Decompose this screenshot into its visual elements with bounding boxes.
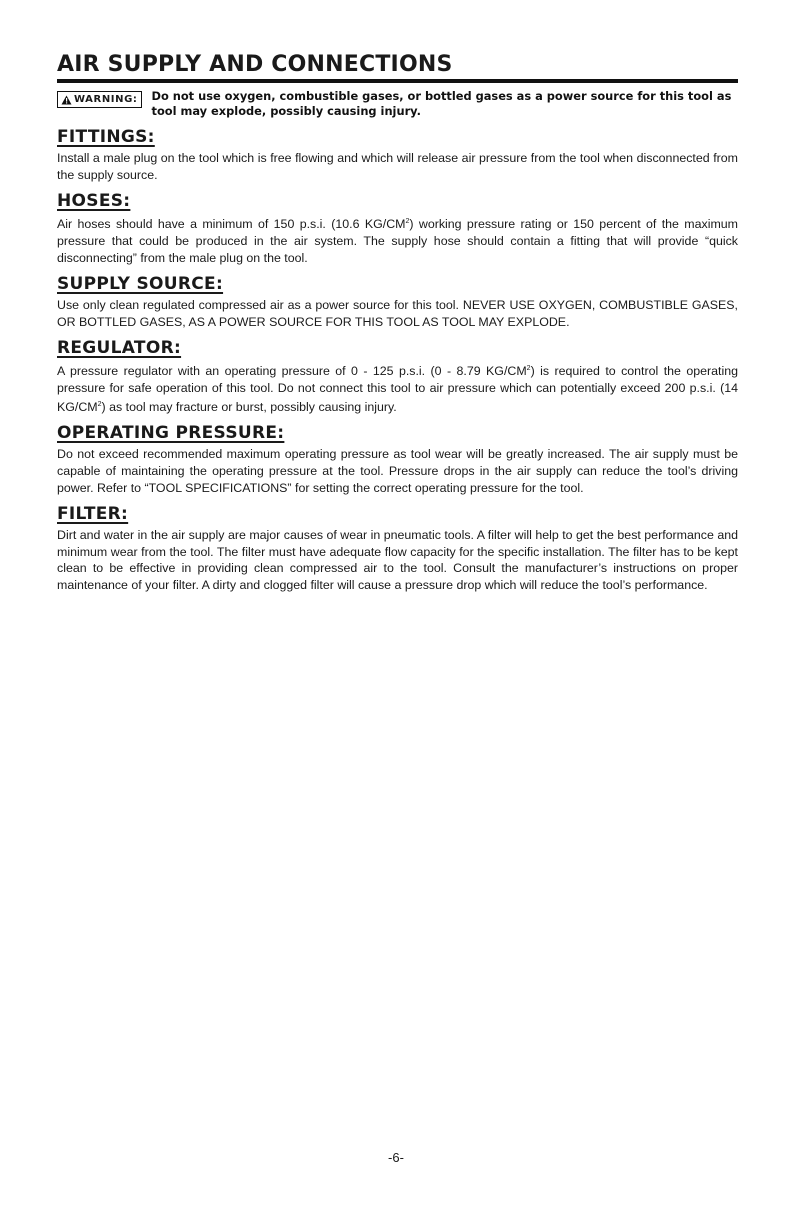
filter-heading: FILTER: xyxy=(57,504,129,525)
hoses-body xyxy=(57,214,738,266)
operating-pressure-body: Do not exceed recommended maximum operating pressure as tool wear will be greatly increased. The air supply must be capable of maintaining the operating pressure at the tool. Pressure drops in the air supply can reduce the tool’s driving power. Refer to “TOOL SPECIFICATIONS” for setting the correct operating pressure for the tool. xyxy=(57,447,738,495)
warning-triangle-icon xyxy=(61,95,72,105)
superscript: 2 xyxy=(526,365,531,373)
section-operating-pressure xyxy=(57,422,738,496)
section-regulator xyxy=(57,337,738,415)
regulator-body-part: ) is required to control the operating pressure for safe operation of this tool. Do not connect this tool to air pressure which can potentially exceed 200 p.s.i. (14 KG/CM xyxy=(57,364,738,414)
warning-text: Do not use oxygen, combustible gases, or bottled gases as a power source for this tool as tool may explode, possibly causing injury. xyxy=(151,89,732,118)
page-title: AIR SUPPLY AND CONNECTIONS xyxy=(57,52,453,77)
hoses-body-part: ) working pressure rating or 150 percent of the maximum pressure that could be produced in the air system. The supply hose should contain a fitting that will provide “quick disconnecting” from the male plug on the tool. xyxy=(57,217,739,265)
fittings-body: Install a male plug on the tool which is free flowing and which will release air pressure from the tool when disconnected from the supply source. xyxy=(57,151,738,182)
superscript: 2 xyxy=(405,218,410,226)
section-filter xyxy=(57,503,738,593)
page-content xyxy=(57,52,738,593)
regulator-body-part: A pressure regulator with an operating pressure of 0 - 125 p.s.i. (0 - 8.79 KG/CM xyxy=(57,364,527,379)
regulator-heading: REGULATOR: xyxy=(57,338,182,359)
warning-badge-label: WARNING: xyxy=(74,94,138,105)
section-fittings xyxy=(57,126,738,183)
title-rule xyxy=(57,79,738,83)
page-number: -6- xyxy=(388,1150,404,1165)
warning-block xyxy=(57,89,738,118)
hoses-body-part: Air hoses should have a minimum of 150 p.s.i. (10.6 KG/CM xyxy=(57,217,406,232)
warning-badge xyxy=(57,91,142,108)
operating-pressure-heading: OPERATING PRESSURE: xyxy=(57,423,285,444)
superscript: 2 xyxy=(97,400,102,408)
regulator-body xyxy=(57,361,738,415)
regulator-body-part: ) as tool may fracture or burst, possibly causing injury. xyxy=(101,399,397,414)
supply-source-body: Use only clean regulated compressed air as a power source for this tool. NEVER USE OXYGEN, COMBUSTIBLE GASES, OR BOTTLED GASES, AS A POWER SOURCE FOR THIS TOOL AS TOOL MAY EXPLODE. xyxy=(57,298,738,329)
section-hoses xyxy=(57,190,738,266)
hoses-heading: HOSES: xyxy=(57,191,131,212)
fittings-heading: FITTINGS: xyxy=(57,127,155,147)
supply-source-heading: SUPPLY SOURCE: xyxy=(57,274,224,295)
filter-body: Dirt and water in the air supply are major causes of wear in pneumatic tools. A filter will help to get the best performance and minimum wear from the tool. The filter must have adequate flow capacity for the specific installation. The filter has to be kept clean to be effective in providing clean compressed air to the tool. Consult the manufacturer’s instructions on proper maintenance of your filter. A dirty and clogged filter will cause a pressure drop which will reduce the tool’s performance. xyxy=(57,528,738,592)
section-supply-source xyxy=(57,273,738,330)
